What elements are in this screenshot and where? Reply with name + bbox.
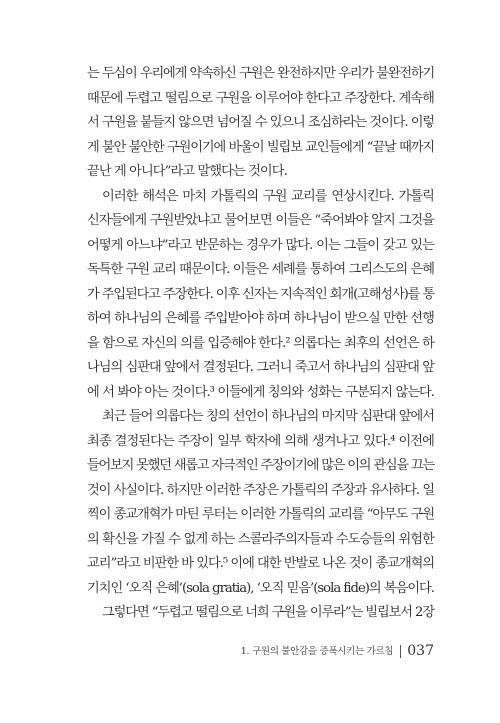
page-footer xyxy=(241,640,434,660)
text-line: 하여 하나님의 은혜를 주입받아야 하며 하나님이 받으실 만한 선행 xyxy=(87,311,434,326)
text-line: 신자들에게 구원받았냐고 물어보면 이들은 “죽어봐야 알지 그것을 xyxy=(87,213,434,228)
footer-divider xyxy=(400,645,401,658)
text-line: 때문에 두렵고 떨림으로 구원을 이루어야 한다고 주장한다. 계속해 xyxy=(87,90,434,106)
running-head: 1. 구원의 불안감을 증폭시키는 가르침 xyxy=(240,646,394,657)
text-line: 최근 들어 의롭다는 칭의 선언이 하나님의 마지막 심판대 앞에서 xyxy=(102,409,434,424)
text-line: 기치인 ‘오직 은혜’(sola gratia), ‘오직 믿음’(sola fide)의 복음이다. xyxy=(87,580,434,596)
text-line: 에 서 봐야 아는 것이다.³ 이들에게 칭의와 성화는 구분되지 않는다. xyxy=(87,384,434,400)
text-line: 가 주입된다고 주장한다. 이후 신자는 지속적인 회개(고해성사)를 통 xyxy=(87,286,435,302)
text-line: 어떻게 아느냐”라고 반문하는 경우가 많다. 이는 그들이 갖고 있는 xyxy=(87,237,434,253)
text-line: 게 불안 불안한 구원이기에 바울이 빌립보 교인들에게 “끝날 때까지 xyxy=(87,139,434,155)
text-line: 는 두심이 우리에게 약속하신 구원은 완전하지만 우리가 불완전하기 xyxy=(87,66,434,81)
body-text xyxy=(87,62,434,626)
text-line: 이러한 해석은 마치 가톨릭의 구원 교리를 연상시킨다. 가톨릭 xyxy=(102,188,434,204)
text-line: 의 확신을 가질 수 없게 하는 스콜라주의자들과 수도승들의 위험한 xyxy=(87,531,434,547)
text-line: 서 구원을 붙들지 않으면 넘어질 수 있으니 조심하라는 것이다. 이렇 xyxy=(87,115,434,130)
text-line: 나님의 심판대 앞에서 결정된다. 그러니 죽고서 하나님의 심판대 앞 xyxy=(87,360,434,375)
text-line: 것이 사실이다. 하지만 이러한 주장은 가톨릭의 주장과 유사하다. 일 xyxy=(87,482,434,498)
text-line: 독특한 구원 교리 때문이다. 이들은 세례를 통하여 그리스도의 은혜 xyxy=(87,262,434,277)
text-line: 들어보지 못했던 새롭고 자극적인 주장이기에 많은 이의 관심을 끄는 xyxy=(87,458,435,473)
text-line: 을 함으로 자신의 의를 입증해야 한다.² 의롭다는 최후의 선언은 하 xyxy=(87,335,434,351)
text-line: 최종 결정된다는 주장이 일부 학자에 의해 생겨나고 있다.⁴ 이전에 xyxy=(87,433,434,449)
text-line: 찍이 종교개혁가 마틴 루터는 이러한 가톨릭의 교리를 “아무도 구원 xyxy=(87,507,434,522)
text-line: 교리”라고 비판한 바 있다.⁵ 이에 대한 반발로 나온 것이 종교개혁의 xyxy=(87,556,435,571)
page-number: 037 xyxy=(407,643,434,659)
text-line: 그렇다면 “두렵고 떨림으로 너희 구원을 이루라”는 빌립보서 2장 xyxy=(102,605,434,620)
text-line: 끝난 게 아니다”라고 말했다는 것이다. xyxy=(87,164,287,179)
